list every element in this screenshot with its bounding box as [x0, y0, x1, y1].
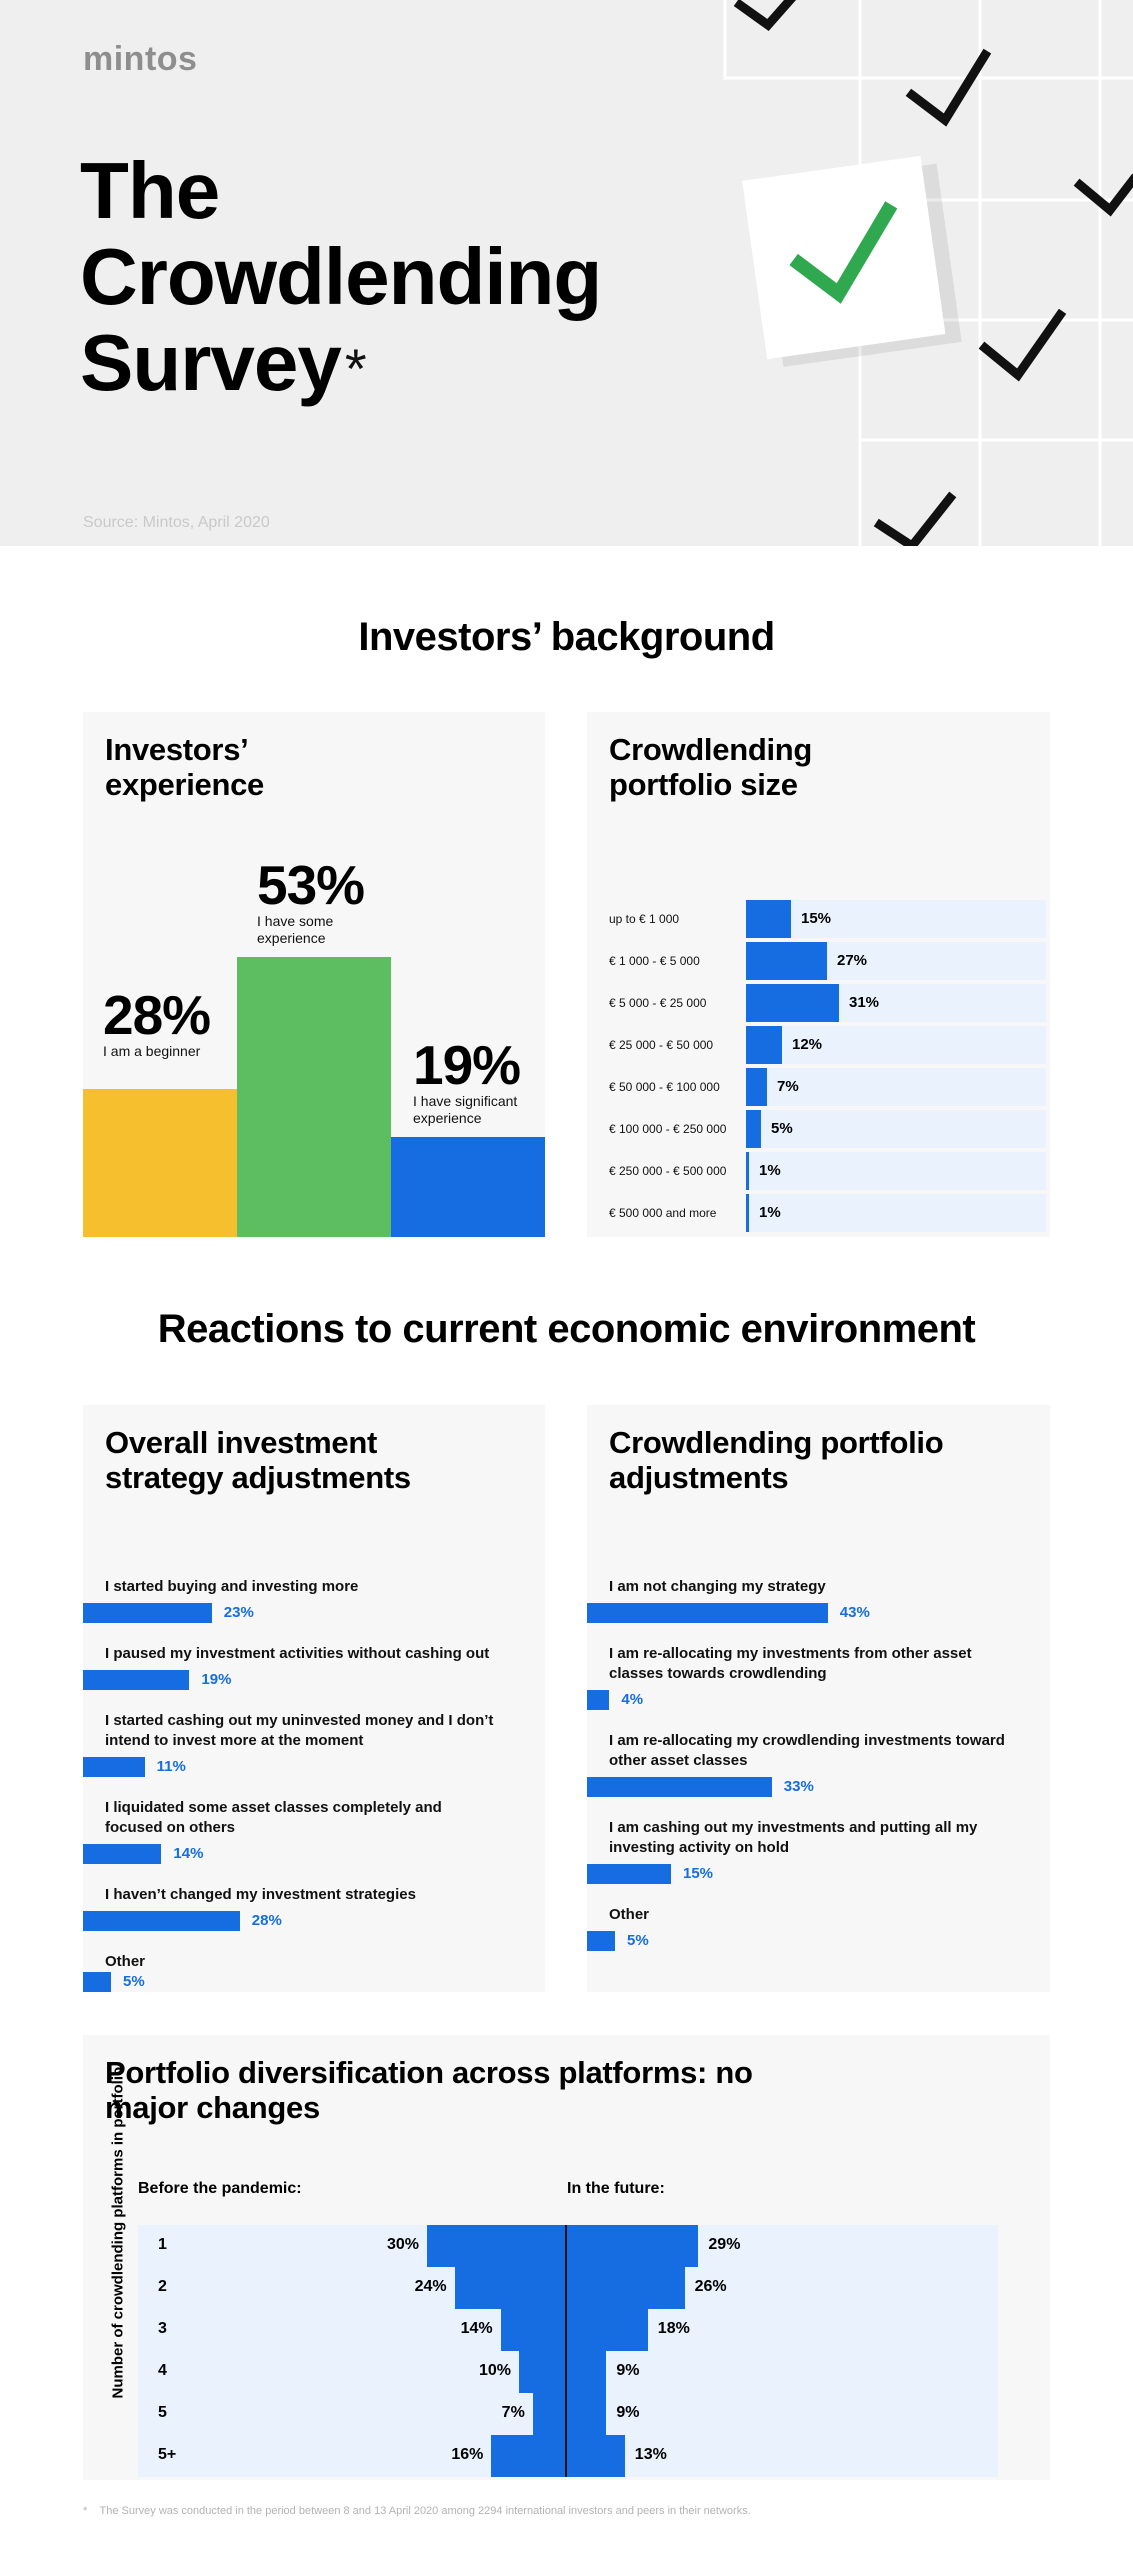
- portfolio-size-bar: [746, 942, 827, 980]
- portfolio-size-bar: [746, 1026, 782, 1064]
- hero-banner: [0, 0, 1133, 546]
- crowd-adjust-card: [587, 1405, 1050, 1992]
- strategy-label: I started buying and investing more: [105, 1578, 359, 1595]
- portfolio-size-value: 15%: [801, 910, 832, 927]
- strategy-bar: [83, 1972, 111, 1992]
- diversification-bar-future: [565, 2225, 698, 2267]
- diversification-category: 5: [158, 2404, 167, 2421]
- strategy-label: I haven’t changed my investment strategies: [105, 1886, 416, 1903]
- diversification-category: 3: [158, 2320, 167, 2337]
- diversification-value-future: 29%: [708, 2236, 741, 2253]
- title-line-1: The: [80, 146, 220, 235]
- strategy-label: I liquidated some asset classes completely and focused on others: [105, 1799, 442, 1836]
- source-note: Source: Mintos, April 2020: [83, 514, 270, 531]
- diversification-category: 1: [158, 2236, 167, 2253]
- portfolio-size-label: € 25 000 - € 50 000: [609, 1038, 714, 1052]
- crowd-adjust-bar: [587, 1931, 615, 1951]
- diversification-category: 2: [158, 2278, 167, 2295]
- experience-bar-some: [237, 957, 391, 1237]
- crowd-adjust-label: I am re-allocating my crowdlending investments toward other asset classes: [609, 1732, 1005, 1769]
- portfolio-size-label: € 1 000 - € 5 000: [609, 954, 700, 968]
- title-asterisk: *: [344, 337, 366, 400]
- diversification-title: Portfolio diversification across platforms: no major changes: [105, 2055, 753, 2125]
- crowd-adjust-bar: [587, 1864, 671, 1884]
- experience-pct-significant: 19%: [413, 1034, 521, 1096]
- portfolio-size-bar: [746, 1152, 749, 1190]
- portfolio-size-value: 31%: [849, 994, 880, 1011]
- portfolio-size-label: € 50 000 - € 100 000: [609, 1080, 720, 1094]
- footnote-mark: *: [83, 2505, 88, 2517]
- portfolio-size-label: up to € 1 000: [609, 912, 680, 926]
- crowd-adjust-value: 5%: [627, 1932, 649, 1949]
- future-header: In the future:: [567, 2180, 665, 2197]
- portfolio-size-row: [587, 1026, 1046, 1064]
- checkmark-icon: [985, 315, 1060, 375]
- portfolio-size-row: [587, 984, 1046, 1022]
- title-line-3-text: Survey: [80, 318, 341, 407]
- diversification-center-axis: [565, 2225, 567, 2477]
- crowd-adjust-label: I am cashing out my investments and putting all my investing activity on hold: [609, 1819, 978, 1856]
- crowd-adjust-label: Other: [609, 1906, 650, 1923]
- diversification-value-future: 13%: [634, 2446, 667, 2463]
- checkmark-icon: [1080, 180, 1133, 210]
- portfolio-size-bar: [746, 1068, 767, 1106]
- diversification-bar-before: [501, 2309, 565, 2351]
- diversification-value-future: 26%: [694, 2278, 727, 2295]
- portfolio-size-label: € 100 000 - € 250 000: [609, 1122, 727, 1136]
- title-line-3: [80, 320, 601, 406]
- diversification-bar-future: [565, 2393, 606, 2435]
- portfolio-size-bar: [746, 1110, 761, 1148]
- diversification-value-before: 10%: [478, 2362, 511, 2379]
- diversification-value-future: 18%: [657, 2320, 690, 2337]
- diversification-bar-future: [565, 2435, 625, 2477]
- strategy-label: Other: [105, 1953, 146, 1970]
- diversification-axis-label: Number of crowdlending platforms in portfolio: [109, 2066, 127, 2399]
- experience-card: [83, 712, 545, 1237]
- checkmark-icon: [740, 0, 790, 25]
- portfolio-size-row: [587, 900, 1046, 938]
- crowd-adjust-bar: [587, 1690, 609, 1710]
- strategy-value: 14%: [173, 1845, 204, 1862]
- portfolio-size-bar: [746, 1194, 749, 1232]
- portfolio-size-bar: [746, 900, 791, 938]
- experience-bar-beginner: [83, 1089, 237, 1237]
- portfolio-size-track: [746, 900, 1046, 938]
- strategy-value: 28%: [251, 1912, 282, 1929]
- portfolio-size-label: € 5 000 - € 25 000: [609, 996, 707, 1010]
- footnote: [83, 2505, 751, 2517]
- strategy-bar: [83, 1911, 240, 1931]
- diversification-bar-before: [519, 2351, 565, 2393]
- strategy-label: I paused my investment activities without cashing out: [105, 1645, 490, 1662]
- diversification-value-before: 7%: [501, 2404, 525, 2421]
- strategy-bar: [83, 1670, 189, 1690]
- portfolio-size-row: [587, 1194, 1046, 1232]
- diversification-category: 4: [158, 2362, 167, 2379]
- portfolio-size-label: € 500 000 and more: [609, 1206, 717, 1220]
- diversification-bar-future: [565, 2267, 685, 2309]
- portfolio-size-value: 5%: [771, 1120, 793, 1137]
- crowd-adjust-value: 15%: [683, 1865, 714, 1882]
- diversification-bar-before: [427, 2225, 565, 2267]
- diversification-bar-before: [455, 2267, 565, 2309]
- experience-title: Investors’ experience: [105, 732, 264, 802]
- diversification-card: [83, 2035, 1050, 2480]
- strategy-value: 19%: [201, 1671, 232, 1688]
- portfolio-size-row: [587, 942, 1046, 980]
- before-pandemic-header: Before the pandemic:: [138, 2180, 302, 2197]
- portfolio-size-label: € 250 000 - € 500 000: [609, 1164, 727, 1178]
- strategy-bar: [83, 1844, 161, 1864]
- crowd-adjust-value: 43%: [839, 1604, 870, 1621]
- portfolio-size-value: 7%: [777, 1078, 799, 1095]
- mintos-logo[interactable]: mintos: [83, 40, 198, 78]
- experience-label-some: I have some experience: [257, 913, 334, 946]
- diversification-value-before: 24%: [414, 2278, 447, 2295]
- section-title-reactions: Reactions to current economic environment: [157, 1307, 976, 1351]
- checkmark-icon: [912, 55, 985, 120]
- strategy-value: 23%: [223, 1604, 254, 1621]
- diversification-value-future: 9%: [616, 2404, 640, 2421]
- strategy-card: [83, 1405, 545, 1992]
- footnote-text: The Survey was conducted in the period between 8 and 13 April 2020 among 2294 international investors and peers in their networks.: [99, 2505, 751, 2517]
- page-title: [80, 148, 601, 406]
- portfolio-size-row: [587, 1068, 1046, 1106]
- strategy-value: 11%: [156, 1758, 186, 1775]
- diversification-bar-before: [533, 2393, 565, 2435]
- portfolio-size-value: 1%: [759, 1162, 781, 1179]
- experience-bar-significant: [391, 1137, 545, 1237]
- strategy-label: I started cashing out my uninvested money and I don’t intend to invest more at the moment: [105, 1712, 494, 1749]
- portfolio-size-row: [587, 1110, 1046, 1148]
- crowd-adjust-value: 33%: [783, 1778, 814, 1795]
- strategy-value: 5%: [123, 1973, 145, 1990]
- experience-pct-beginner: 28%: [103, 984, 211, 1046]
- checkbox-check-icon: [742, 154, 962, 369]
- portfolio-size-card: [587, 712, 1050, 1237]
- portfolio-size-value: 27%: [837, 952, 868, 969]
- strategy-bar: [83, 1757, 145, 1777]
- experience-label-beginner: I am a beginner: [103, 1043, 201, 1059]
- diversification-value-before: 16%: [451, 2446, 484, 2463]
- diversification-value-before: 14%: [460, 2320, 493, 2337]
- experience-label-significant: I have significant experience: [413, 1093, 518, 1126]
- diversification-bar-future: [565, 2309, 648, 2351]
- strategy-bar: [83, 1603, 212, 1623]
- diversification-value-before: 30%: [386, 2236, 419, 2253]
- portfolio-size-track: [746, 1194, 1046, 1232]
- portfolio-size-bar: [746, 984, 839, 1022]
- crowd-adjust-title: Crowdlending portfolio adjustments: [609, 1425, 944, 1495]
- crowd-adjust-label: I am re-allocating my investments from other asset classes towards crowdlending: [609, 1645, 972, 1682]
- diversification-bar-before: [491, 2435, 565, 2477]
- section-title-background: Investors’ background: [358, 615, 775, 659]
- experience-pct-some: 53%: [257, 854, 365, 916]
- crowd-adjust-bar: [587, 1603, 828, 1623]
- portfolio-size-track: [746, 1152, 1046, 1190]
- diversification-category: 5+: [158, 2446, 177, 2463]
- portfolio-size-row: [587, 1152, 1046, 1190]
- portfolio-size-track: [746, 1026, 1046, 1064]
- crowd-adjust-bar: [587, 1777, 772, 1797]
- crowd-adjust-value: 4%: [621, 1691, 644, 1708]
- checkmark-icon: [880, 498, 950, 546]
- portfolio-size-title: Crowdlending portfolio size: [609, 732, 813, 802]
- diversification-bar-future: [565, 2351, 606, 2393]
- crowd-adjust-label: I am not changing my strategy: [609, 1578, 826, 1595]
- strategy-title: Overall investment strategy adjustments: [105, 1425, 411, 1495]
- diversification-value-future: 9%: [616, 2362, 640, 2379]
- title-line-2: Crowdlending: [80, 232, 602, 321]
- portfolio-size-value: 12%: [792, 1036, 823, 1053]
- portfolio-size-value: 1%: [759, 1204, 781, 1221]
